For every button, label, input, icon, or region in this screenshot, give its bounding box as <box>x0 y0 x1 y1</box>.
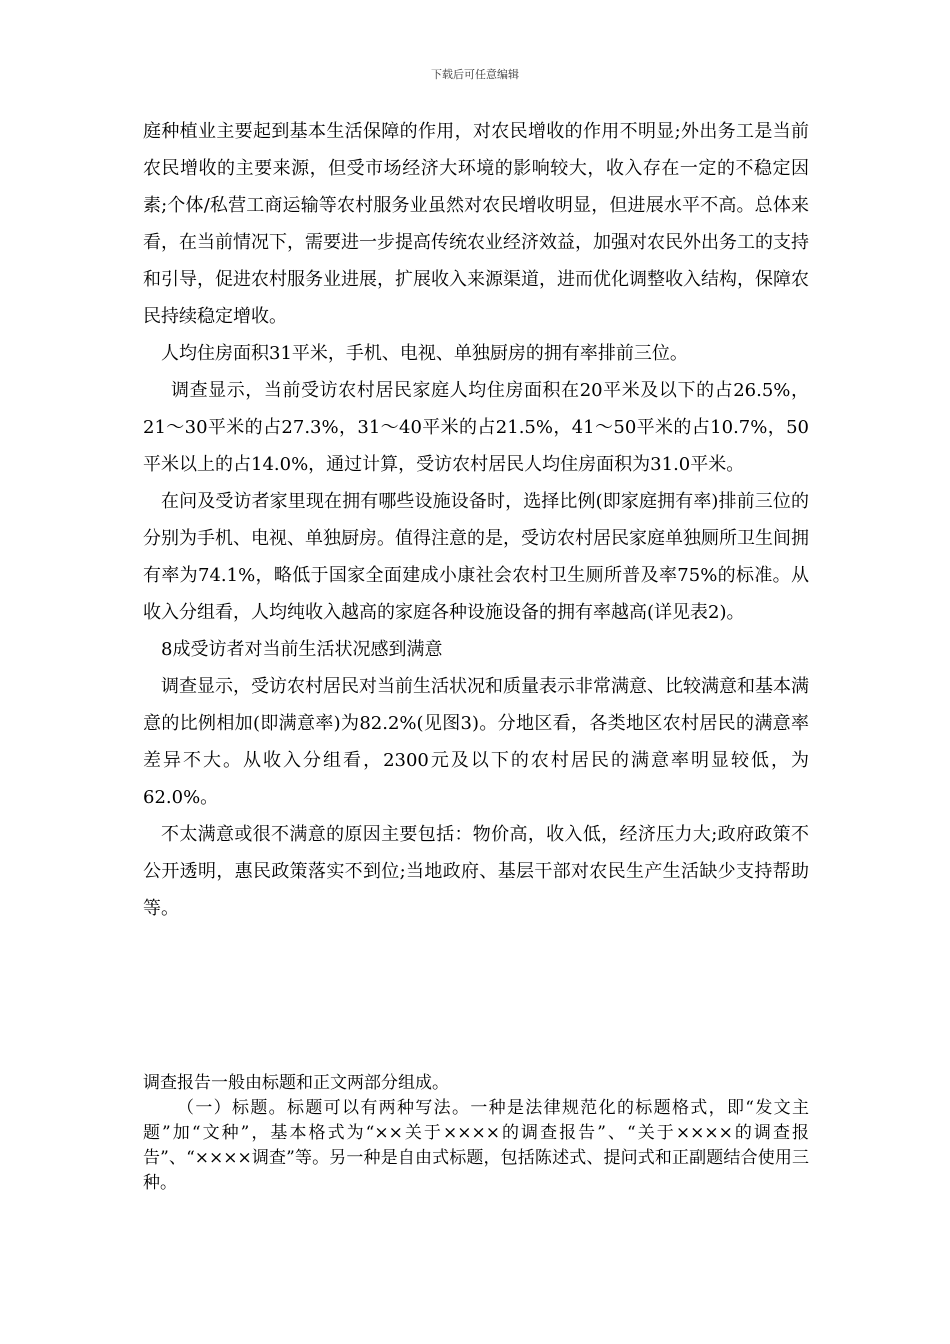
paragraph-satisfaction: 调查显示，受访农村居民对当前生活状况和质量表示非常满意、比较满意和基本满意的比例相加(即满意率)为82.2%(见图3)。分地区看，各类地区农村居民的满意率差异不大。从收入分组看，2300元及以下的农村居民的满意率明显较低，为62.0%。 <box>143 676 809 808</box>
paragraph-housing-area: 调查显示，当前受访农村居民家庭人均住房面积在20平米及以下的占26.5%，21～30平米的占27.3%，31～40平米的占21.5%，41～50平米的占10.7%，50平米以上的占14.0%，通过计算，受访农村居民人均住房面积为31.0平米。 <box>143 380 809 475</box>
report-guide <box>143 1071 809 1196</box>
paragraph-facilities: 在问及受访者家里现在拥有哪些设施设备时，选择比例(即家庭拥有率)排前三位的分别为手机、电视、单独厨房。值得注意的是，受访农村居民家庭单独厕所卫生间拥有率为74.1%，略低于国家全面建成小康社会农村卫生厕所普及率75%的标准。从收入分组看，人均纯收入越高的家庭各种设施设备的拥有率越高(详见表2)。 <box>143 491 809 623</box>
report-intro: 调查报告一般由标题和正文两部分组成。 <box>143 1073 449 1093</box>
paragraph-dissatisfaction: 不太满意或很不满意的原因主要包括：物价高，收入低，经济压力大;政府政策不公开透明，惠民政策落实不到位;当地政府、基层干部对农民生产生活缺少支持帮助等。 <box>143 824 809 919</box>
body-text <box>143 113 809 927</box>
heading-housing: 人均住房面积31平米，手机、电视、单独厨房的拥有率排前三位。 <box>161 343 688 364</box>
paragraph-income-structure: 庭种植业主要起到基本生活保障的作用，对农民增收的作用不明显;外出务工是当前农民增收的主要来源，但受市场经济大环境的影响较大，收入存在一定的不稳定因素;个体/私营工商运输等农村服务业虽然对农民增收明显，但进展水平不高。总体来看，在当前情况下，需要进一步提高传统农业经济效益，加强对农民外出务工的支持和引导，促进农村服务业进展，扩展收入来源渠道，进而优化调整收入结构，保障农民持续稳定增收。 <box>143 121 809 327</box>
heading-satisfaction: 8成受访者对当前生活状况感到满意 <box>161 639 443 660</box>
report-title-section: （一）标题。标题可以有两种写法。一种是法律规范化的标题格式，即“发文主题”加“文种”，基本格式为“××关于××××的调查报告”、“关于××××的调查报告”、“××××调查”等。另一种是自由式标题，包括陈述式、提问式和正副题结合使用三种。 <box>143 1098 809 1193</box>
page-header: 下载后可任意编辑 <box>431 68 519 81</box>
